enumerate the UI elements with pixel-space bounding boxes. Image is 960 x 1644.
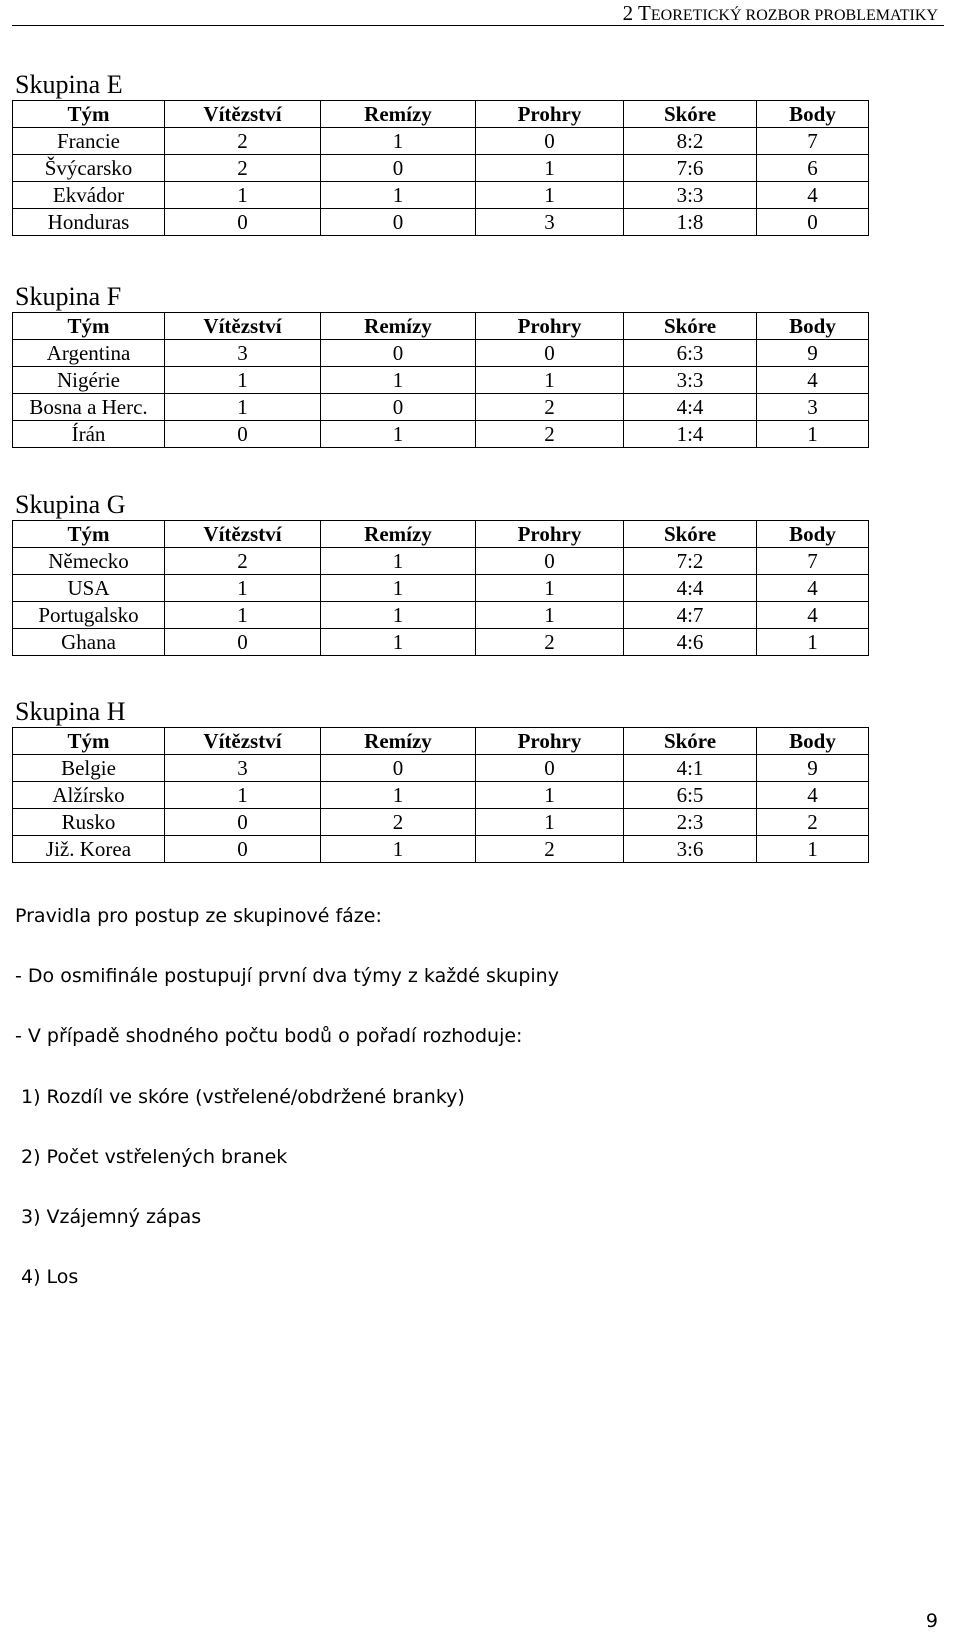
draws-cell: 0 <box>321 340 476 367</box>
losses-cell: 1 <box>476 575 624 602</box>
table-row <box>13 394 869 421</box>
table-row <box>13 209 869 236</box>
wins-cell: 0 <box>165 421 321 448</box>
col-header-points: Body <box>757 101 869 128</box>
team-cell: Honduras <box>13 209 165 236</box>
draws-cell: 2 <box>321 809 476 836</box>
losses-cell: 0 <box>476 340 624 367</box>
score-cell: 3:3 <box>624 367 757 394</box>
team-cell: Írán <box>13 421 165 448</box>
wins-cell: 0 <box>165 809 321 836</box>
wins-cell: 1 <box>165 575 321 602</box>
losses-cell: 0 <box>476 548 624 575</box>
team-cell: Belgie <box>13 755 165 782</box>
points-cell: 1 <box>757 629 869 656</box>
losses-cell: 1 <box>476 809 624 836</box>
table-row <box>13 809 869 836</box>
rule-line: - Do osmifinále postupují první dva týmy z každé skupiny <box>15 965 559 987</box>
draws-cell: 1 <box>321 548 476 575</box>
criterion-item: 2) Počet vstřelených branek <box>21 1146 288 1168</box>
col-header-team: Tým <box>13 313 165 340</box>
rule-line: - V případě shodného počtu bodů o pořadí rozhoduje: <box>15 1025 523 1047</box>
wins-cell: 1 <box>165 182 321 209</box>
table-row <box>13 182 869 209</box>
col-header-score: Skóre <box>624 728 757 755</box>
table-row <box>13 548 869 575</box>
group-title: Skupina H <box>15 697 126 726</box>
losses-cell: 1 <box>476 602 624 629</box>
losses-cell: 1 <box>476 182 624 209</box>
score-cell: 4:4 <box>624 575 757 602</box>
col-header-points: Body <box>757 728 869 755</box>
table-row <box>13 782 869 809</box>
score-cell: 4:1 <box>624 755 757 782</box>
group-title: Skupina E <box>15 70 123 99</box>
score-cell: 2:3 <box>624 809 757 836</box>
score-cell: 4:6 <box>624 629 757 656</box>
col-header-wins: Vítězství <box>165 521 321 548</box>
points-cell: 2 <box>757 809 869 836</box>
table-row <box>13 836 869 863</box>
criterion-item: 3) Vzájemný zápas <box>21 1206 202 1228</box>
group-title: Skupina F <box>15 282 122 311</box>
losses-cell: 0 <box>476 128 624 155</box>
draws-cell: 1 <box>321 629 476 656</box>
score-cell: 4:4 <box>624 394 757 421</box>
wins-cell: 1 <box>165 367 321 394</box>
score-cell: 6:3 <box>624 340 757 367</box>
wins-cell: 0 <box>165 629 321 656</box>
losses-cell: 0 <box>476 755 624 782</box>
col-header-losses: Prohry <box>476 313 624 340</box>
losses-cell: 2 <box>476 421 624 448</box>
losses-cell: 2 <box>476 836 624 863</box>
group-table <box>12 312 869 448</box>
team-cell: Nigérie <box>13 367 165 394</box>
draws-cell: 1 <box>321 782 476 809</box>
draws-cell: 1 <box>321 575 476 602</box>
header-row <box>13 313 869 340</box>
score-cell: 3:6 <box>624 836 757 863</box>
team-cell: Již. Korea <box>13 836 165 863</box>
table-row <box>13 629 869 656</box>
col-header-wins: Vítězství <box>165 313 321 340</box>
draws-cell: 1 <box>321 421 476 448</box>
points-cell: 1 <box>757 421 869 448</box>
draws-cell: 1 <box>321 128 476 155</box>
team-cell: Argentina <box>13 340 165 367</box>
losses-cell: 3 <box>476 209 624 236</box>
points-cell: 4 <box>757 367 869 394</box>
wins-cell: 0 <box>165 209 321 236</box>
col-header-score: Skóre <box>624 101 757 128</box>
col-header-team: Tým <box>13 728 165 755</box>
group-table <box>12 100 869 236</box>
score-cell: 3:3 <box>624 182 757 209</box>
criterion-item: 1) Rozdíl ve skóre (vstřelené/obdržené branky) <box>21 1086 465 1108</box>
wins-cell: 1 <box>165 782 321 809</box>
col-header-losses: Prohry <box>476 101 624 128</box>
col-header-team: Tým <box>13 101 165 128</box>
header-rule <box>12 25 944 26</box>
col-header-draws: Remízy <box>321 101 476 128</box>
col-header-losses: Prohry <box>476 728 624 755</box>
group-title: Skupina G <box>15 490 126 519</box>
team-cell: Bosna a Herc. <box>13 394 165 421</box>
draws-cell: 1 <box>321 182 476 209</box>
team-cell: Francie <box>13 128 165 155</box>
table-row <box>13 575 869 602</box>
draws-cell: 1 <box>321 367 476 394</box>
team-cell: Švýcarsko <box>13 155 165 182</box>
score-cell: 4:7 <box>624 602 757 629</box>
score-cell: 7:2 <box>624 548 757 575</box>
table-row <box>13 128 869 155</box>
team-cell: Německo <box>13 548 165 575</box>
group-table <box>12 520 869 656</box>
points-cell: 4 <box>757 602 869 629</box>
score-cell: 6:5 <box>624 782 757 809</box>
team-cell: Alžírsko <box>13 782 165 809</box>
group-table <box>12 727 869 863</box>
losses-cell: 2 <box>476 629 624 656</box>
points-cell: 9 <box>757 340 869 367</box>
wins-cell: 2 <box>165 128 321 155</box>
points-cell: 1 <box>757 836 869 863</box>
header-row <box>13 728 869 755</box>
table-row <box>13 155 869 182</box>
col-header-draws: Remízy <box>321 313 476 340</box>
table-row <box>13 602 869 629</box>
points-cell: 7 <box>757 128 869 155</box>
col-header-score: Skóre <box>624 521 757 548</box>
score-cell: 1:8 <box>624 209 757 236</box>
table-row <box>13 340 869 367</box>
draws-cell: 0 <box>321 394 476 421</box>
team-cell: Rusko <box>13 809 165 836</box>
losses-cell: 2 <box>476 394 624 421</box>
col-header-wins: Vítězství <box>165 728 321 755</box>
wins-cell: 1 <box>165 394 321 421</box>
wins-cell: 1 <box>165 602 321 629</box>
draws-cell: 0 <box>321 755 476 782</box>
col-header-wins: Vítězství <box>165 101 321 128</box>
points-cell: 3 <box>757 394 869 421</box>
losses-cell: 1 <box>476 155 624 182</box>
points-cell: 6 <box>757 155 869 182</box>
chapter-number: 2 <box>622 1 634 25</box>
points-cell: 4 <box>757 182 869 209</box>
team-cell: Ekvádor <box>13 182 165 209</box>
col-header-points: Body <box>757 313 869 340</box>
criterion-item: 4) Los <box>21 1266 79 1288</box>
table-row <box>13 755 869 782</box>
wins-cell: 3 <box>165 340 321 367</box>
points-cell: 0 <box>757 209 869 236</box>
chapter-title-rest: EORETICKÝ ROZBOR PROBLEMATIKY <box>650 7 938 24</box>
wins-cell: 2 <box>165 548 321 575</box>
rules-heading: Pravidla pro postup ze skupinové fáze: <box>15 905 382 927</box>
header-row <box>13 521 869 548</box>
col-header-draws: Remízy <box>321 728 476 755</box>
wins-cell: 2 <box>165 155 321 182</box>
team-cell: Ghana <box>13 629 165 656</box>
points-cell: 7 <box>757 548 869 575</box>
points-cell: 9 <box>757 755 869 782</box>
draws-cell: 0 <box>321 209 476 236</box>
table-row <box>13 367 869 394</box>
team-cell: Portugalsko <box>13 602 165 629</box>
wins-cell: 0 <box>165 836 321 863</box>
col-header-losses: Prohry <box>476 521 624 548</box>
header-row <box>13 101 869 128</box>
col-header-score: Skóre <box>624 313 757 340</box>
points-cell: 4 <box>757 782 869 809</box>
points-cell: 4 <box>757 575 869 602</box>
col-header-team: Tým <box>13 521 165 548</box>
page-number: 9 <box>925 1610 938 1632</box>
chapter-initial: T <box>638 1 651 25</box>
col-header-draws: Remízy <box>321 521 476 548</box>
team-cell: USA <box>13 575 165 602</box>
score-cell: 1:4 <box>624 421 757 448</box>
score-cell: 7:6 <box>624 155 757 182</box>
table-row <box>13 421 869 448</box>
col-header-points: Body <box>757 521 869 548</box>
draws-cell: 1 <box>321 836 476 863</box>
draws-cell: 1 <box>321 602 476 629</box>
draws-cell: 0 <box>321 155 476 182</box>
score-cell: 8:2 <box>624 128 757 155</box>
wins-cell: 3 <box>165 755 321 782</box>
losses-cell: 1 <box>476 782 624 809</box>
losses-cell: 1 <box>476 367 624 394</box>
